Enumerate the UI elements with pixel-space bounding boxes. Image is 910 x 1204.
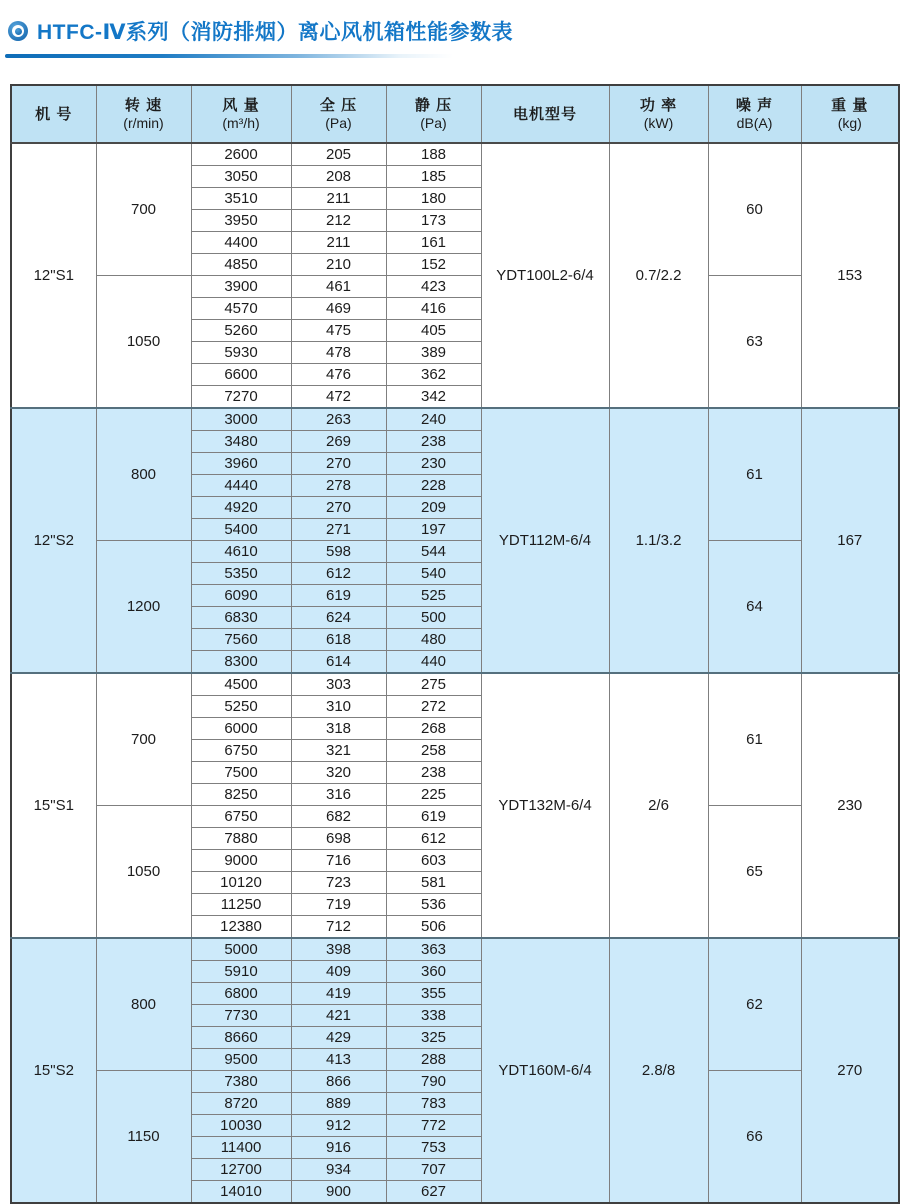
- cell-static-pressure: 500: [386, 607, 481, 629]
- cell-air-volume: 7500: [191, 762, 291, 784]
- cell-air-volume: 6800: [191, 983, 291, 1005]
- cell-air-volume: 10120: [191, 872, 291, 894]
- cell-noise: 62: [708, 938, 801, 1071]
- cell-total-pressure: 682: [291, 806, 386, 828]
- cell-air-volume: 6090: [191, 585, 291, 607]
- cell-static-pressure: 228: [386, 475, 481, 497]
- cell-air-volume: 6750: [191, 806, 291, 828]
- cell-air-volume: 5400: [191, 519, 291, 541]
- column-header-4: 静 压 (Pa): [386, 85, 481, 143]
- cell-air-volume: 3900: [191, 276, 291, 298]
- cell-air-volume: 9000: [191, 850, 291, 872]
- cell-total-pressure: 421: [291, 1005, 386, 1027]
- cell-static-pressure: 581: [386, 872, 481, 894]
- table-row: [11, 1071, 899, 1093]
- cell-air-volume: 3950: [191, 210, 291, 232]
- cell-air-volume: 7880: [191, 828, 291, 850]
- cell-total-pressure: 211: [291, 232, 386, 254]
- cell-weight: 153: [801, 143, 899, 408]
- cell-static-pressure: 188: [386, 143, 481, 166]
- cell-machine-model: 12"S2: [11, 408, 96, 673]
- cell-speed: 700: [96, 673, 191, 806]
- cell-air-volume: 8720: [191, 1093, 291, 1115]
- cell-static-pressure: 225: [386, 784, 481, 806]
- spec-table-container: [10, 84, 898, 1204]
- cell-total-pressure: 278: [291, 475, 386, 497]
- column-header-0: 机 号: [11, 85, 96, 143]
- title-underline: [5, 54, 453, 58]
- cell-total-pressure: 912: [291, 1115, 386, 1137]
- cell-air-volume: 2600: [191, 143, 291, 166]
- cell-static-pressure: 405: [386, 320, 481, 342]
- cell-machine-model: 15"S2: [11, 938, 96, 1203]
- cell-static-pressure: 389: [386, 342, 481, 364]
- cell-static-pressure: 480: [386, 629, 481, 651]
- cell-total-pressure: 270: [291, 453, 386, 475]
- cell-total-pressure: 398: [291, 938, 386, 961]
- page-header: [0, 0, 910, 48]
- cell-static-pressure: 753: [386, 1137, 481, 1159]
- table-body: [11, 143, 899, 1203]
- cell-air-volume: 4610: [191, 541, 291, 563]
- cell-static-pressure: 363: [386, 938, 481, 961]
- cell-total-pressure: 716: [291, 850, 386, 872]
- cell-total-pressure: 271: [291, 519, 386, 541]
- cell-speed: 800: [96, 938, 191, 1071]
- cell-air-volume: 3050: [191, 166, 291, 188]
- cell-total-pressure: 303: [291, 673, 386, 696]
- cell-power: 1.1/3.2: [609, 408, 708, 673]
- cell-air-volume: 4500: [191, 673, 291, 696]
- cell-static-pressure: 362: [386, 364, 481, 386]
- cell-noise: 65: [708, 806, 801, 939]
- cell-static-pressure: 540: [386, 563, 481, 585]
- cell-air-volume: 7380: [191, 1071, 291, 1093]
- cell-static-pressure: 707: [386, 1159, 481, 1181]
- cell-total-pressure: 269: [291, 431, 386, 453]
- cell-total-pressure: 614: [291, 651, 386, 674]
- cell-air-volume: 5350: [191, 563, 291, 585]
- cell-static-pressure: 440: [386, 651, 481, 674]
- table-row: [11, 276, 899, 298]
- cell-static-pressure: 161: [386, 232, 481, 254]
- cell-static-pressure: 506: [386, 916, 481, 939]
- cell-noise: 61: [708, 673, 801, 806]
- cell-total-pressure: 469: [291, 298, 386, 320]
- cell-air-volume: 6830: [191, 607, 291, 629]
- cell-air-volume: 6750: [191, 740, 291, 762]
- cell-static-pressure: 603: [386, 850, 481, 872]
- cell-static-pressure: 238: [386, 431, 481, 453]
- cell-power: 2.8/8: [609, 938, 708, 1203]
- cell-total-pressure: 205: [291, 143, 386, 166]
- cell-total-pressure: 476: [291, 364, 386, 386]
- cell-static-pressure: 772: [386, 1115, 481, 1137]
- cell-air-volume: 10030: [191, 1115, 291, 1137]
- cell-air-volume: 6000: [191, 718, 291, 740]
- cell-motor-model: YDT100L2-6/4: [481, 143, 609, 408]
- cell-static-pressure: 275: [386, 673, 481, 696]
- cell-weight: 167: [801, 408, 899, 673]
- cell-motor-model: YDT112M-6/4: [481, 408, 609, 673]
- table-row: [11, 408, 899, 431]
- table-row: [11, 673, 899, 696]
- cell-air-volume: 12380: [191, 916, 291, 939]
- cell-air-volume: 5910: [191, 961, 291, 983]
- cell-total-pressure: 419: [291, 983, 386, 1005]
- cell-static-pressure: 180: [386, 188, 481, 210]
- bullet-target-icon: [8, 21, 28, 41]
- cell-static-pressure: 536: [386, 894, 481, 916]
- cell-static-pressure: 544: [386, 541, 481, 563]
- cell-total-pressure: 320: [291, 762, 386, 784]
- cell-static-pressure: 288: [386, 1049, 481, 1071]
- cell-total-pressure: 212: [291, 210, 386, 232]
- cell-total-pressure: 612: [291, 563, 386, 585]
- cell-power: 0.7/2.2: [609, 143, 708, 408]
- cell-power: 2/6: [609, 673, 708, 938]
- cell-total-pressure: 318: [291, 718, 386, 740]
- cell-air-volume: 3960: [191, 453, 291, 475]
- cell-static-pressure: 525: [386, 585, 481, 607]
- cell-air-volume: 6600: [191, 364, 291, 386]
- cell-total-pressure: 211: [291, 188, 386, 210]
- cell-air-volume: 5000: [191, 938, 291, 961]
- cell-static-pressure: 342: [386, 386, 481, 409]
- cell-air-volume: 4400: [191, 232, 291, 254]
- cell-total-pressure: 619: [291, 585, 386, 607]
- cell-total-pressure: 934: [291, 1159, 386, 1181]
- cell-static-pressure: 612: [386, 828, 481, 850]
- cell-static-pressure: 790: [386, 1071, 481, 1093]
- cell-air-volume: 7730: [191, 1005, 291, 1027]
- table-header-row: [11, 85, 899, 143]
- column-header-8: 重 量 (kg): [801, 85, 899, 143]
- cell-total-pressure: 719: [291, 894, 386, 916]
- cell-total-pressure: 916: [291, 1137, 386, 1159]
- cell-noise: 64: [708, 541, 801, 674]
- cell-speed: 700: [96, 143, 191, 276]
- cell-static-pressure: 360: [386, 961, 481, 983]
- cell-air-volume: 3510: [191, 188, 291, 210]
- cell-static-pressure: 619: [386, 806, 481, 828]
- cell-static-pressure: 416: [386, 298, 481, 320]
- cell-air-volume: 8300: [191, 651, 291, 674]
- cell-noise: 60: [708, 143, 801, 276]
- cell-total-pressure: 624: [291, 607, 386, 629]
- cell-air-volume: 8660: [191, 1027, 291, 1049]
- cell-static-pressure: 197: [386, 519, 481, 541]
- cell-speed: 1050: [96, 806, 191, 939]
- cell-air-volume: 9500: [191, 1049, 291, 1071]
- cell-total-pressure: 866: [291, 1071, 386, 1093]
- cell-static-pressure: 185: [386, 166, 481, 188]
- table-row: [11, 541, 899, 563]
- cell-air-volume: 7560: [191, 629, 291, 651]
- cell-static-pressure: 240: [386, 408, 481, 431]
- cell-air-volume: 3000: [191, 408, 291, 431]
- cell-air-volume: 4850: [191, 254, 291, 276]
- cell-weight: 270: [801, 938, 899, 1203]
- column-header-3: 全 压 (Pa): [291, 85, 386, 143]
- cell-static-pressure: 423: [386, 276, 481, 298]
- cell-motor-model: YDT132M-6/4: [481, 673, 609, 938]
- column-header-6: 功 率 (kW): [609, 85, 708, 143]
- cell-noise: 66: [708, 1071, 801, 1204]
- cell-speed: 800: [96, 408, 191, 541]
- column-header-1: 转 速 (r/min): [96, 85, 191, 143]
- cell-static-pressure: 268: [386, 718, 481, 740]
- cell-total-pressure: 475: [291, 320, 386, 342]
- cell-total-pressure: 413: [291, 1049, 386, 1071]
- cell-air-volume: 12700: [191, 1159, 291, 1181]
- cell-static-pressure: 238: [386, 762, 481, 784]
- table-row: [11, 143, 899, 166]
- cell-total-pressure: 712: [291, 916, 386, 939]
- cell-static-pressure: 338: [386, 1005, 481, 1027]
- cell-machine-model: 12"S1: [11, 143, 96, 408]
- cell-total-pressure: 316: [291, 784, 386, 806]
- cell-noise: 61: [708, 408, 801, 541]
- cell-static-pressure: 258: [386, 740, 481, 762]
- cell-noise: 63: [708, 276, 801, 409]
- cell-total-pressure: 698: [291, 828, 386, 850]
- cell-total-pressure: 478: [291, 342, 386, 364]
- cell-machine-model: 15"S1: [11, 673, 96, 938]
- cell-speed: 1150: [96, 1071, 191, 1204]
- cell-static-pressure: 173: [386, 210, 481, 232]
- cell-static-pressure: 355: [386, 983, 481, 1005]
- cell-static-pressure: 230: [386, 453, 481, 475]
- cell-weight: 230: [801, 673, 899, 938]
- cell-total-pressure: 900: [291, 1181, 386, 1204]
- cell-speed: 1200: [96, 541, 191, 674]
- column-header-5: 电机型号: [481, 85, 609, 143]
- cell-air-volume: 4440: [191, 475, 291, 497]
- cell-air-volume: 14010: [191, 1181, 291, 1204]
- cell-air-volume: 5260: [191, 320, 291, 342]
- page-title: HTFC-Ⅳ系列（消防排烟）离心风机箱性能参数表: [37, 21, 514, 44]
- cell-total-pressure: 321: [291, 740, 386, 762]
- cell-total-pressure: 598: [291, 541, 386, 563]
- cell-total-pressure: 472: [291, 386, 386, 409]
- cell-static-pressure: 209: [386, 497, 481, 519]
- cell-total-pressure: 210: [291, 254, 386, 276]
- column-header-2: 风 量 (m³/h): [191, 85, 291, 143]
- cell-air-volume: 11400: [191, 1137, 291, 1159]
- cell-total-pressure: 889: [291, 1093, 386, 1115]
- cell-total-pressure: 461: [291, 276, 386, 298]
- cell-speed: 1050: [96, 276, 191, 409]
- table-row: [11, 938, 899, 961]
- cell-air-volume: 5930: [191, 342, 291, 364]
- cell-total-pressure: 618: [291, 629, 386, 651]
- cell-static-pressure: 783: [386, 1093, 481, 1115]
- cell-total-pressure: 270: [291, 497, 386, 519]
- cell-total-pressure: 409: [291, 961, 386, 983]
- cell-air-volume: 8250: [191, 784, 291, 806]
- cell-static-pressure: 627: [386, 1181, 481, 1204]
- cell-air-volume: 11250: [191, 894, 291, 916]
- cell-total-pressure: 310: [291, 696, 386, 718]
- cell-air-volume: 4920: [191, 497, 291, 519]
- cell-air-volume: 4570: [191, 298, 291, 320]
- cell-total-pressure: 208: [291, 166, 386, 188]
- cell-total-pressure: 263: [291, 408, 386, 431]
- spec-table: [10, 84, 900, 1204]
- cell-static-pressure: 325: [386, 1027, 481, 1049]
- cell-air-volume: 3480: [191, 431, 291, 453]
- cell-static-pressure: 272: [386, 696, 481, 718]
- cell-total-pressure: 723: [291, 872, 386, 894]
- cell-motor-model: YDT160M-6/4: [481, 938, 609, 1203]
- cell-air-volume: 7270: [191, 386, 291, 409]
- cell-total-pressure: 429: [291, 1027, 386, 1049]
- column-header-7: 噪 声 dB(A): [708, 85, 801, 143]
- cell-air-volume: 5250: [191, 696, 291, 718]
- table-row: [11, 806, 899, 828]
- cell-static-pressure: 152: [386, 254, 481, 276]
